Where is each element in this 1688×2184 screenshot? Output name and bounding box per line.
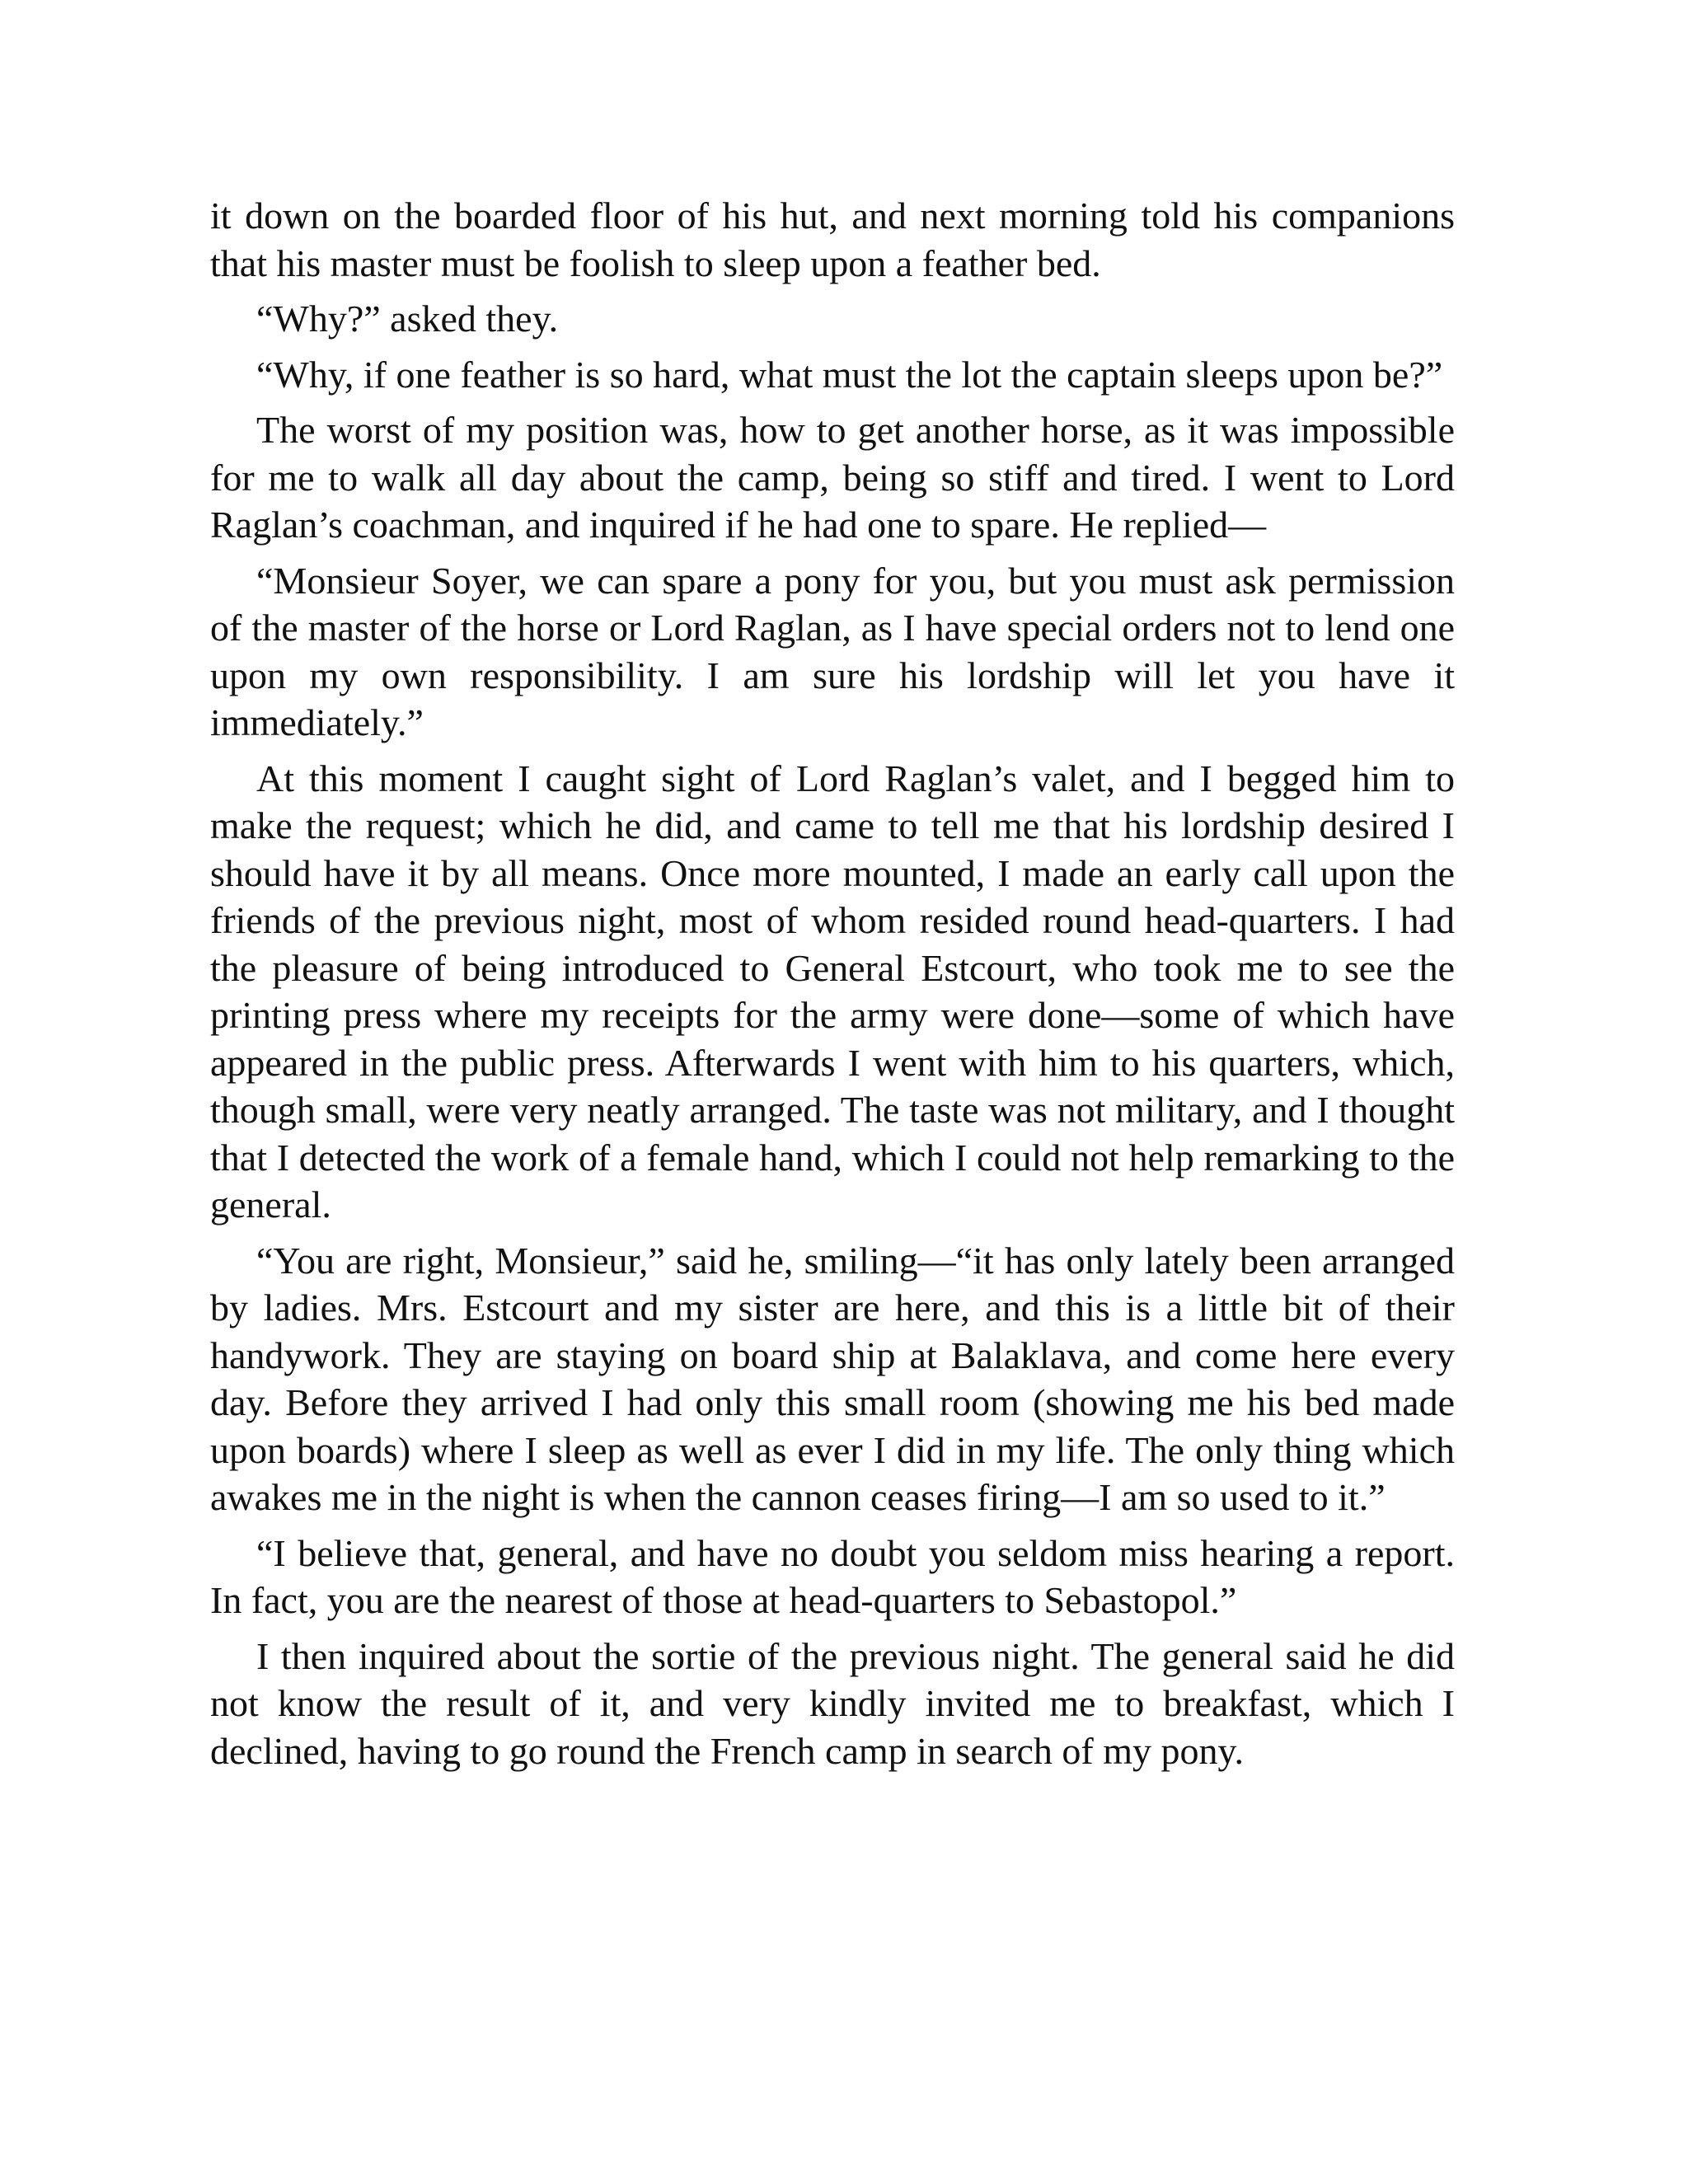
paragraph: “I believe that, general, and have no doubt you seldom miss hearing a report. In fact, you are the nearest of those at head-quarters to Sebastopol.” (210, 1531, 1455, 1621)
paragraph: “Why, if one feather is so hard, what must the lot the captain sleeps upon be?” (256, 353, 1443, 396)
paragraph: At this moment I caught sight of Lord Raglan’s valet, and I begged him to make the request; which he did, and came to tell me that his lordship desired I should have it by all means. Once more mounted, I made an early call upon the friends of the previous night, most of whom resided round head-quarters. I had the pleasure of being introduced to General Estcourt, who took me to see the printing press where my receipts for the army were done—some of which have appeared in the public press. Afterwards I went with him to his quarters, which, though small, were very neatly arranged. The taste was not military, and I thought that I detected the work of a female hand, which I could not help remarking to the general. (210, 757, 1455, 1226)
paragraph-continued: it down on the boarded floor of his hut, and next morning told his companions that his master must be foolish to sleep upon a feather bed. (210, 194, 1455, 284)
paragraph: “Why?” asked they. (256, 298, 559, 340)
page-body (210, 192, 1455, 1783)
paragraph: “You are right, Monsieur,” said he, smiling—“it has only lately been arranged by ladies. Mrs. Estcourt and my sister are here, and this is a little bit of their handywork. They are staying on board ship at Balaklava, and come here every day. Before they arrived I had only this small room (showing me his bed made upon boards) where I sleep as well as ever I did in my life. The only thing which awakes me in the night is when the cannon ceases firing—I am so used to it.” (210, 1239, 1455, 1518)
paragraph: I then inquired about the sortie of the previous night. The general said he did not know the result of it, and very kindly invited me to breakfast, which I declined, having to go round the French camp in search of my pony. (210, 1634, 1455, 1772)
paragraph: The worst of my position was, how to get another horse, as it was impossible for me to walk all day about the camp, being so stiff and tired. I went to Lord Raglan’s coachman, and inquired if he had one to spare. He replied— (210, 409, 1455, 546)
paragraph: “Monsieur Soyer, we can spare a pony for you, but you must ask permission of the master of the horse or Lord Raglan, as I have special orders not to lend one upon my own responsibility. I am sure his lordship will let you have it immediately.” (210, 559, 1455, 743)
